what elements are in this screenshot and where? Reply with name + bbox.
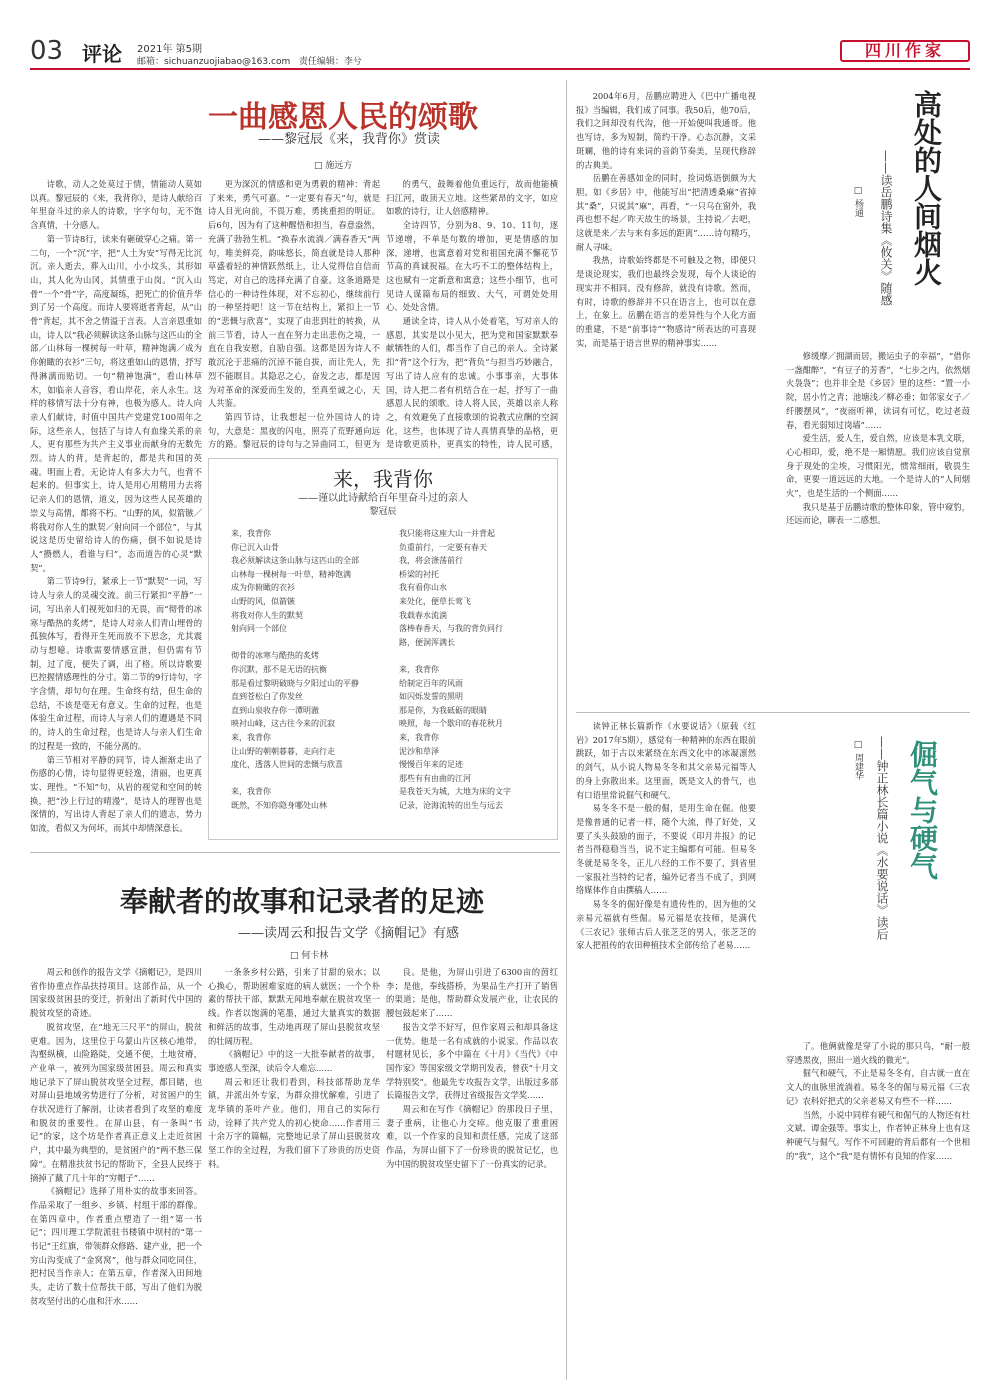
- paragraph: 当然，小说中同样有硬气和倔气的人物还有杜文斌、谭金强等。事实上，作者钟正林身上也有这种硬气与倔气。写作不可回避的背后都有一个世相的“我”，这个“我”是有情怀有良知的作家……: [786, 1109, 970, 1161]
- header-rule: [30, 68, 970, 70]
- poem-line: 将我对你人生的默契: [231, 610, 303, 620]
- paragraph: 我热，诗歌始终都是不可触及之物，即便只是谈论现实，我们也最终会发现，每个人谈论的现实并不相同。没有修辞，就没有诗歌。然而，有时，诗歌的修辞并不只在语言上，也可以在意上，在象上。岳鹏在语言的差异性与个人化方面的重建，不是“前事诗”“物感诗”所表达的可喜现实，而是基于语言世界的精神事实……: [576, 255, 756, 348]
- poem-line: [231, 772, 359, 786]
- poem-title: 来，我背你: [333, 467, 433, 491]
- paragraph: 易冬冬不是一般的倔，是用生命在倔。他要是像普通的记者一样，随个大流，得了好处，又要了头头鼓励的面子，不要说《印月井报》的记者当得稳稳当当，说不定主编都有可能。但易冬冬就是易冬冬，正儿八经的工作不要了，到省里一家报社当特约记者，编外记者当不成了，到网络媒体作自由撰稿人……: [576, 803, 756, 896]
- page-header: [0, 0, 1000, 68]
- poem-box: [208, 458, 558, 840]
- poem-line: 山林每一棵树每一叶草，精神饱满: [231, 569, 351, 579]
- article1-column-2: [208, 178, 380, 450]
- poem-line: 那是你，为我砥砺的眼睛: [399, 705, 487, 715]
- poem-line: 彻骨的冰寒与酷热的炙烤: [231, 651, 319, 661]
- poem-column-1: [231, 527, 359, 812]
- article3-author: □ 杨通: [853, 186, 863, 217]
- paragraph: 岳鹏在善感如金的同时，捡词炼语倒颇为大胆。如《乡居》中，他能写出“把清透桑麻”省掉其“桑”，只说其“麻”，再看，“一只乌在窗外，我再也想不起／昨天故生的场景，主持说／去吧，这就是来／去与来有多远的距离”……诗句精巧，耐人寻味。: [576, 173, 756, 252]
- poem-line: 度化，透落人世间的悲慨与欣喜: [231, 760, 343, 770]
- paragraph: 更为深沉的情感和更为勇毅的精神：背起了来来，勇气可嘉。“一定要有春天”句，就是诗人目光向前，不畏万难，勇挑重担的明证。后6句，因为有了这种醒悟和担当，春意盎然，充满了勃勃生机。“换春水流淌／满春香天”两句，唯美鲜亮，韵味悠长，简直就是诗人那种草盛着轻的神情跃然纸上，让人觉得信自信而笃定，对自己的选择充满了自豪。这条道路是信心的一种诗性体现，对不忘初心，继续前行的一种坚持吧！这一节在结构上，紧扣上一节的“悲慨与欣喜”，实现了由悲到壮的转换，从前三节看，诗人一直在努力走出悲伤之境，一直在自我安慰，自励自强。这都是因为诗人不敢沉沦于悲痛的沉淖不能自拔，而让先人，先烈不能瞑目。其隐忍之心，奋发之志，都是因为对革命的深爱而生发的，至真至诚之心，天人共鉴。: [208, 179, 380, 409]
- paragraph: 周云和还让我们看到，科技部帮助龙华镇，并派出外专家，为群众排忧解难，引进了龙华镇的茶叶产业。他们，用自己的实际行动，诠释了共产党人的初心使命……作者用三十余万字的篇幅，完整地记录了屏山县脱贫攻坚工作的全过程，为我们留下了珍贵的历史资料。: [208, 1076, 380, 1169]
- column-divider: [566, 80, 567, 1380]
- article1-column-1: [30, 178, 202, 858]
- poem-author: 黎冠辰: [369, 507, 397, 517]
- poem-line: 我载春水流淌: [399, 610, 447, 620]
- issue-date: 2021年 第5期: [137, 44, 202, 55]
- poem-line: 我有看你山水: [399, 583, 447, 593]
- paragraph: 了。他俩就像是穿了小说的那只鸟，“耐一般穿透黑夜，照出一道火线的微光”。: [786, 1041, 970, 1065]
- paragraph: 一条条乡村公路，引来了甘甜的泉水；以心换心，帮助困难家庭的病人就医；一个个朴素的帮扶干部，默默无闻地奉献在脱贫攻坚一线。作者以饱满的笔墨，通过大量真实的数据和鲜活的故事，生动地再现了屏山县脱贫攻坚的壮阔历程。: [208, 967, 380, 1046]
- poem-line: 来，我背你: [399, 664, 439, 674]
- article2-subtitle: ——读周云和报告文学《摘帽记》有感: [238, 926, 460, 941]
- page-number: 03: [30, 36, 64, 66]
- poem-line: 来处化，便草长莺飞: [399, 596, 471, 606]
- paragraph: 修缓摩／拥湖而居，搬运虫子的幸福”，“借你一盏酣醉”，“有豆子的芳香”，“七步之内，依然烟火袅袅”；也并非全是《乡居》里的这些：“置一小院，居小竹之青；池塘浅／柳必垂；如邻家女子／纤腰摆风”，“夜雨听禅，读词有可忆，吃过老葭春，看光弱知过岗墙”……: [786, 351, 970, 430]
- paragraph: 我只是基于岳鹏诗歌的整体印象，管中窥豹，还远而论，聊表一二感想。: [786, 501, 970, 526]
- paragraph: 爱生活，爱人生，爱自然，应该是本乳文联，心心相印，爱，绝不是一厢情愿。我们应该自觉禀身于现处的尘埃，习惯阳光，惯常细雨，敬畏生命，更要一道远远的大地。一个是诗人的“人间烟火”，也是生活的一个侧面……: [786, 433, 970, 499]
- article3-column-1: [576, 90, 756, 690]
- paragraph: 的勇气，鼓舞着他负重远行，故而他能横扫江河，敢顶天立地。这些紧昂的文字，如应如歌的诗行，让人倍感精神。: [386, 179, 558, 217]
- email-address[interactable]: 邮箱：sichuanzuojiabao@163.com: [137, 57, 291, 67]
- poem-subtitle: ——谨以此诗献给百年里奋斗过的亲人: [298, 493, 468, 504]
- poem-line: 负重前行，一定要有春天: [399, 542, 487, 552]
- poem-line: 你沉默，那不是无语的抗衡: [231, 664, 327, 674]
- paragraph: 良。是他，为屏山引进了6300亩的茵红李；是他，奉线搭桥，为果品生产打开了销售的渠道；是他，帮助群众发展产业，让农民的腰包鼓起来了……: [386, 967, 558, 1019]
- section-divider: [30, 852, 560, 853]
- paragraph: 2004年6月，岳鹏应聘进入《巴中广播电视报》当编辑，我们成了同事。我50后，他70后，我们之间却没有代沟，他一开始便叫我通哥。他也写诗，多为短制，简约干净。心态沉静，文采斑斓，他的诗有来词的音韵节奏美，呈现代修辞的古典美。: [576, 91, 756, 170]
- article2-column-3: [386, 966, 558, 1386]
- poem-line: 那些有有由曲的江河: [399, 773, 471, 783]
- poem-line: 泥沙和草泽: [399, 746, 439, 756]
- article1-author: □ 施远方: [314, 161, 353, 171]
- poem-line: 慢慢百年来的足迹: [399, 760, 463, 770]
- article2-author: □ 何卡林: [290, 951, 329, 961]
- poem-line: 让山野的朝朝暮暮，走向行走: [231, 746, 335, 756]
- section-divider: [576, 712, 970, 713]
- paragraph: 通读全诗，诗人从小处着笔，写对亲人的感恩，其实是以小见大，把为党和国家默默奉献牺牲的人们，都当作了自己的亲人。全诗紧扣“背”这个行为，把“背负”与担当巧妙融合，写出了诗人应有的忠诚。小事事亲，大事体国，诗人把二者有机结合在一起，抒写了一曲感恩人民的颂歌。诗人将人民，英雄以亲人称之，有效避免了直接歌颂的说教式应酬的空洞化，这些，也体现了诗人真情真挚的品格，更是诗歌更质朴，更真实的特性，诗人民可感，: [386, 316, 558, 450]
- poem-line: 映照，每一个歇印的春花秋月: [399, 719, 503, 729]
- article4-column-2: [786, 1040, 970, 1386]
- article1-subtitle: ——黎冠辰《来，我背你》赏读: [258, 132, 441, 147]
- paragraph: 报告文学不好写，但作家周云和却具备这一优势。他是一名有成就的小说家。作品以农村题材见长，多个中篇在《十月》《当代》《中国作家》等国家级文学期刊发表，曾获“十月文学特别奖”。他最先专攻报告文学，出版过多部长篇报告文学，获得过省级报告文学奖……: [386, 1021, 558, 1101]
- article2-title: 奉献者的故事和记录者的足迹: [120, 885, 485, 918]
- article4-title: 倔气与硬气: [906, 740, 939, 880]
- poem-line: [231, 636, 359, 650]
- poem-line: 路，便洞浑满长: [399, 637, 455, 647]
- paragraph: 全诗四节，分别为8、9、10、11句，逐节递增，不单是句数的增加，更是情感的加深，递增，也寓意着对党和祖国充满不懈花节节高的真诚祝福。在大巧不工的整体结构上，这也赋有一定新意和寓意；这些小细节，也可见诗人谋篇布局的细致、大气，可谓处处用心、处处含情。: [386, 220, 558, 313]
- poem-line: 来，我背你: [231, 732, 271, 742]
- paragraph: 第四节诗，让我想起一位外国诗人的诗句，大意是：黑夜的闪电，照亮了荒野通向远方的路。黎冠辰的诗句与之异曲同工，但更为: [208, 411, 380, 450]
- paragraph: 脱贫攻坚，在“地无三尺平”的屏山，脱贫更难。因为，这里位于乌蒙山片区核心地带，沟壑纵横，山险路陡，交通不便，土地贫瘠，产业单一，被列为国家级贫困县。周云和真实地记录下了屏山脱贫攻坚全过程，都目睹，也对屏山县地域劣势进行了分析，对贫困户的生存状况进行了解剖，让读者看到了攻坚的难度和脱贫的重要性。在屏山县，有一条叫“书记”的家，这个坊是作者真正意义上走近贫困户，其中最为典型的，是贫困户的“两不愁三保障”。在精准扶贫书记的帮助下，全县人民终于摘掉了戴了几十年的“穷帽子”……: [30, 1021, 202, 1183]
- article1-column-3: [386, 178, 558, 450]
- article2-column-2: [208, 966, 380, 1386]
- paragraph: 《摘帽记》选择了用朴实的故事来回答。作品采取了一组乡、乡镇、村组干部的群像。在第四章中，作者重点塑造了一组“第一书记”；四川理工学院派驻书楼镇中坝村的“第一书记”王红旗，带领群众修路、建产业，把一个穷山沟变成了“金窝窝”，他与群众同吃同住，把村民当作亲人；在第五章，作者深入田间地头，走访了数十位帮扶干部，写出了他们为脱贫攻坚付出的心血和汗水……: [30, 1186, 202, 1306]
- paragraph: 易冬冬的倔好像是有遗传性的，因为他的父亲易元福就有些倔。易元福是农技师，是满代《三农记》张师古后人张芝芝的男人，张芝芝的家人把祖传的农田种植技术全部传给了老易……: [576, 899, 756, 951]
- paragraph: 第二节诗9行，紧承上一节“默契”一词，写诗人与亲人的灵魂交流。前三行紧扣“平静”一词，写出亲人们视死如归的无畏，而“彻骨的冰寒与酷热的炙烤”，是诗人对亲人们青山埋骨的孤独体写，看得开生死而放不下思念，尤其震动与想噫。诗歌需要情感宣泄，但仍需有节制，过了度，便失了调，出了格。所以诗歌要巴控握情感理性的分寸。第二节的9行诗句，字字含情，却句句在理。生命终有结，但生命的总结，不该是毫无有意义。生命的过程，也是体验生命过程，而诗人与亲人们的遭遇是不同的，诗人的生命过程，也是诗人与亲人们生命的过程是一致的，不能分离的。: [30, 576, 202, 751]
- paragraph: 周云和在写作《摘帽记》的那段日子里，妻子重病，让他心力交瘁。他克服了重重困难，以一个作家的良知和责任感，完成了这部作品，为屏山留下了一份珍贵的脱贫记忆，也为中国的脱贫攻坚史留下了一份真实的记录。: [386, 1104, 558, 1169]
- poem-line: [399, 649, 511, 663]
- article2-column-1: [30, 966, 202, 1386]
- poem-line: 来，我背你: [231, 787, 271, 797]
- email-line: [137, 54, 362, 67]
- article3-subtitle: ——读岳鹏诗集《攸关》随感: [879, 150, 893, 306]
- section-name: 评论: [82, 42, 122, 66]
- poem-line: 射向同一个部位: [231, 624, 287, 634]
- poem-line: 直到山泉收存你一潭明澈: [231, 705, 319, 715]
- editor-credit: 责任编辑：李兮: [298, 57, 362, 67]
- article1-title: 一曲感恩人民的颂歌: [208, 100, 478, 135]
- article4-subtitle: ——钟正林长篇小说《水要说话》读后: [875, 736, 889, 940]
- poem-line: 来，我背你: [231, 529, 271, 538]
- paragraph: 周云和创作的报告文学《摘帽记》，是四川省作协重点作品扶持项目。这部作品，从一个国家级贫困县的变迁，折射出了新时代中国的脱贫攻坚的奇迹。: [30, 967, 202, 1019]
- poem-line: 我，将会涤荡前行: [399, 556, 463, 566]
- poem-line: 山野的风，似箭镞: [231, 596, 295, 606]
- paragraph: 读钟正林长篇新作《水要说话》（原载《红岩》2017年5期），感觉有一种精神的东西在眼前跳跃，如于古以来紧绕在东西文化中的冰凝凛然的剑气，从小说人物易冬冬和其父亲易元福等人的身上弥散出来。这里面，既是文人的骨气，也有口语里常说倔气和硬气。: [576, 721, 756, 800]
- paragraph: 诗歌，动人之处莫过于情，情能动人莫如以真。黎冠辰的《来，我背你》，是诗人献给百年里奋斗过的亲人的诗歌，字字句句，无不饱含真情，十分感人。: [30, 179, 202, 231]
- poem-line: 我必须解读这条山脉与这匹山的全部: [231, 556, 359, 566]
- poem-line: 既然，不知你隐身哪处山林: [231, 800, 327, 810]
- poem-line: 直到苍松白了你发丝: [231, 692, 303, 702]
- poem-line: 成为你俯瞰的衣衫: [231, 583, 295, 593]
- paragraph: 第三节相对平静的同节，诗人渐渐走出了伤感的心情，诗句显得更轻逸，清丽，也更真实、理性。“不知”句，从岩的视觉和空间的转换，把“沙上行过的晴漫”，是诗人的理智也是深情的，写出诗人背起了亲人们的遗志，势力如流，看似又为何坏，而其中却情深意长。: [30, 754, 202, 834]
- article3-column-2: [786, 350, 970, 690]
- poem-line: 我只能将这座大山一并背起: [399, 529, 495, 538]
- paragraph: 第一节诗8行，读来有砸破穿心之痛。第一二句，一个“沉”字，把“人土为安”写得无比沉沉。亲人逝去，葬入山川，小小坟头，其形如山，其人化为山冈，其情重于山岗。“沉入山骨”一个“骨”字，高度凝练，把死亡的价值升华到了另一个高度。而诗人要将逝者背起，从“山骨”背起，其不舍之情溢于言表。人言亲恩重如山，诗人以“我必须解读这条山脉与这匹山的全部／山林每一棵树每一叶草，精神饱满／成为你俯瞰的衣衫”三句，将这重如山的恩情，抒写得淋漓而贴切。一句“精神饱满”，看山林草木，如临亲人音容，看山岸花，亲人永生。这样的移情写法十分有神，也极为感人。诗人向亲人们献诗，时值中国共产党建党100周年之际，这些亲人，包括了与诗人有血缘关系的亲人，更有那些为共产主义事业而献身的无数先烈。诗人的背，是背起的，都是共和国的英魂。明面上看，无论诗人有多大力气，也背不起来的。但事实上，诗人是用心用精用力去将记亲人们的恩情，道义，因为这些人民英雄的崇义与高情，都将不朽。“山野的风，似箭镞／将我对你人生的默契／射向同一个部位”，与其说这是历史留给诗人的伤痛，倒不如说是诗人“攒燃人，看谁与归”，态而道告的心灵“默契”。: [30, 233, 202, 573]
- poem-line: 来，我背你: [399, 732, 439, 742]
- paragraph: 《摘帽记》中的这一大批奉献者的故事，事迹感人至深，读后令人难忘……: [208, 1049, 380, 1073]
- poem-line: 那是看过黎明破晓与夕阳过山的平静: [231, 678, 359, 688]
- article4-author: □ 周建华: [853, 740, 863, 780]
- paragraph: 倔气和硬气，不止是易冬冬有，自古就一直在文人的血脉里流淌着。易冬冬的倔与易元福《三农记》农科好把式的父亲老易又有些不一样……: [786, 1068, 970, 1106]
- article3-title: 高处的人间烟火: [910, 90, 943, 286]
- poem-line: 映衬山峰，这古往今来的沉寂: [231, 719, 335, 729]
- poem-line: 给制定百年的风雨: [399, 678, 463, 688]
- poem-line: 落棒春香天，与我的背负同行: [399, 624, 503, 634]
- poem-column-2: [399, 527, 511, 812]
- newspaper-logo: 四川作家: [840, 40, 970, 62]
- poem-line: 如闪烁发誓的黑明: [399, 692, 463, 702]
- poem-line: 桥梁的衬托: [399, 569, 439, 579]
- poem-line: 记录，沧海流转的出生与远去: [399, 800, 503, 810]
- poem-line: 是我苍天为城，大地为床的文字: [399, 787, 511, 797]
- article4-column-1: [576, 720, 756, 1386]
- poem-line: 你已沉入山骨: [231, 542, 279, 552]
